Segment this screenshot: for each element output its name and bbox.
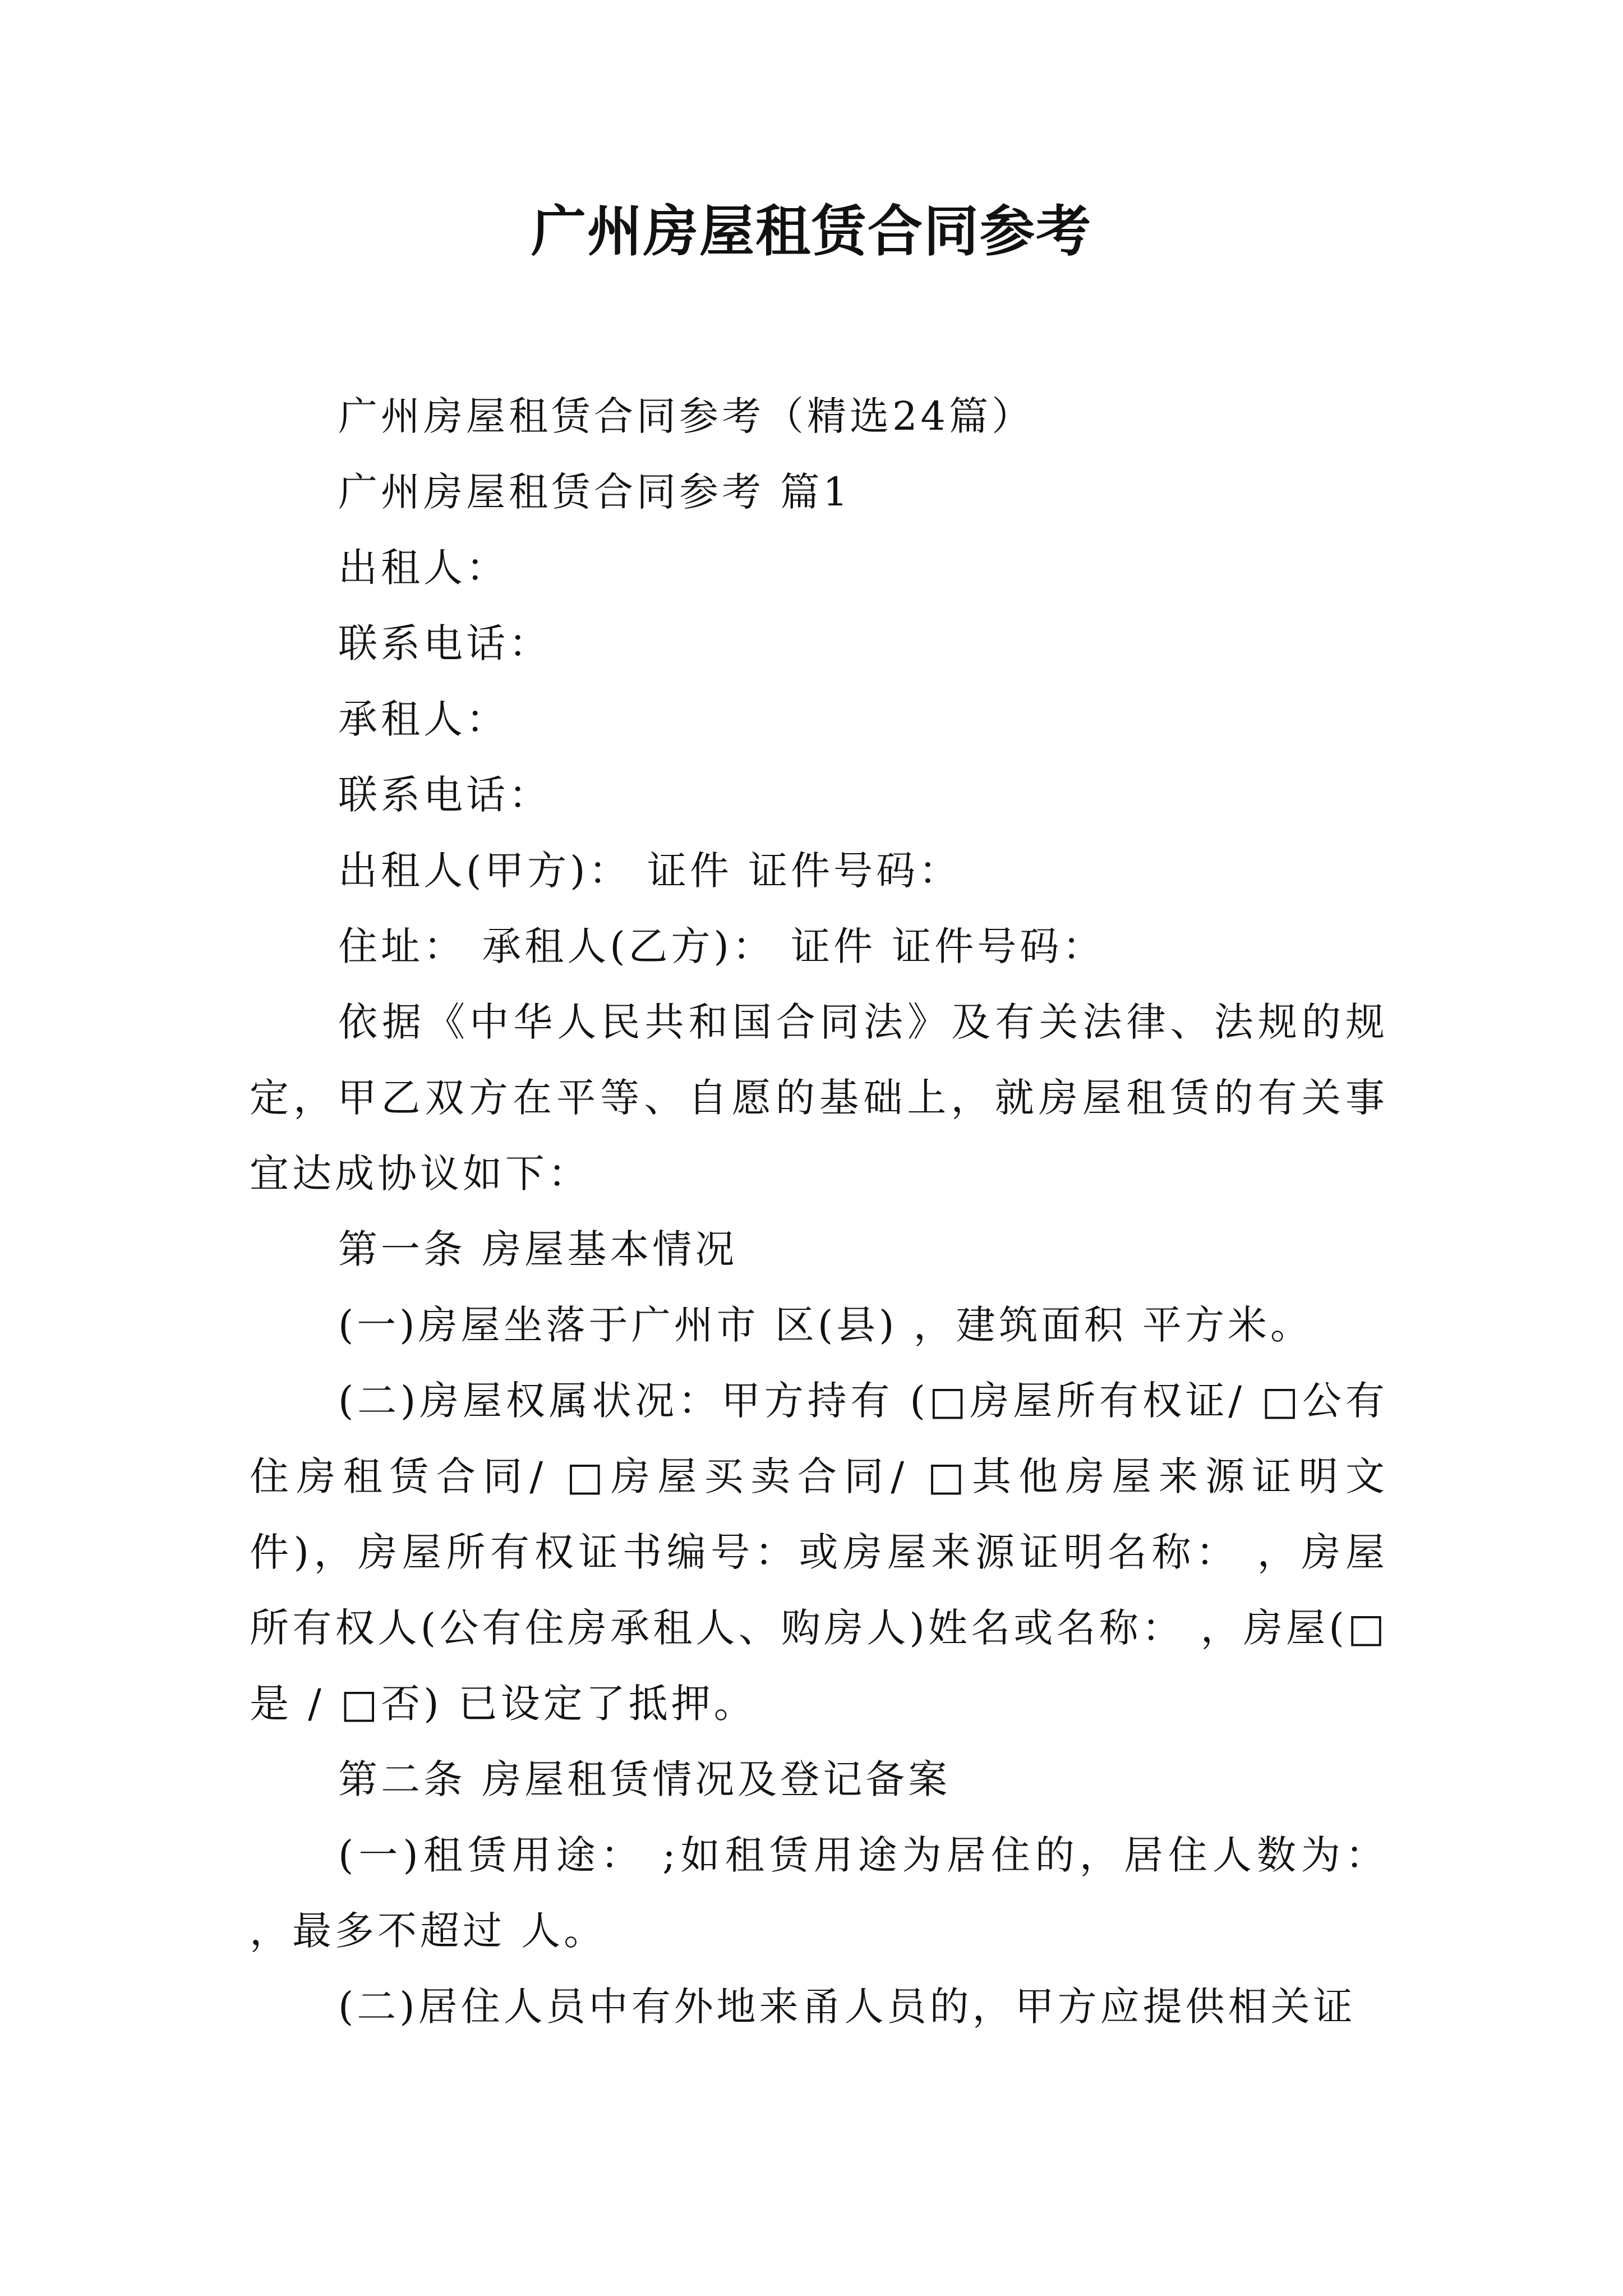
lessee-field: 承租人： xyxy=(338,696,509,742)
document-body xyxy=(250,379,1388,2045)
document-title: 广州房屋租赁合同参考 xyxy=(531,200,1092,264)
party-b-field: 住址： 承租人(乙方)： 证件 证件号码： xyxy=(338,923,1105,969)
article-2-clause-2: (二)居住人员中有外地来甬人员的，甲方应提供相关证 xyxy=(338,1984,1356,2030)
lessor-phone-field: 联系电话： xyxy=(338,620,551,666)
lessee-phone-field: 联系电话： xyxy=(338,772,551,818)
article-1-heading: 第一条 房屋基本情况 xyxy=(338,1226,738,1272)
party-a-field: 出租人(甲方)： 证件 证件号码： xyxy=(338,848,962,894)
lessor-field: 出租人： xyxy=(338,545,509,591)
preamble-paragraph: 依据《中华人民共和国合同法》及有关法律、法规的规定，甲乙双方在平等、自愿的基础上，就房屋租赁的有关事宜达成协议如下： xyxy=(250,999,1388,1197)
article-2-clause-1: (一)租赁用途： ;如租赁用途为居住的，居住人数为： ，最多不超过 人。 xyxy=(250,1832,1388,1954)
article-2-heading: 第二条 房屋租赁情况及登记备案 xyxy=(338,1756,951,1802)
subtitle-line: 广州房屋租赁合同参考（精选24篇） xyxy=(338,393,1035,439)
section-heading: 广州房屋租赁合同参考 篇1 xyxy=(338,469,851,515)
article-1-clause-1: (一)房屋坐落于广州市 区(县) ，建筑面积 平方米。 xyxy=(338,1302,1313,1348)
article-1-clause-2: (二)房屋权属状况：甲方持有 (□房屋所有权证/ □公有住房租赁合同/ □房屋买卖合同/ □其他房屋来源证明文件)，房屋所有权证书编号：或房屋来源证明名称： ，房屋所有权人(公有住房承租人、购房人)姓名或名称： ，房屋(□是 / □否) 已设定了抵押。 xyxy=(250,1378,1388,1727)
